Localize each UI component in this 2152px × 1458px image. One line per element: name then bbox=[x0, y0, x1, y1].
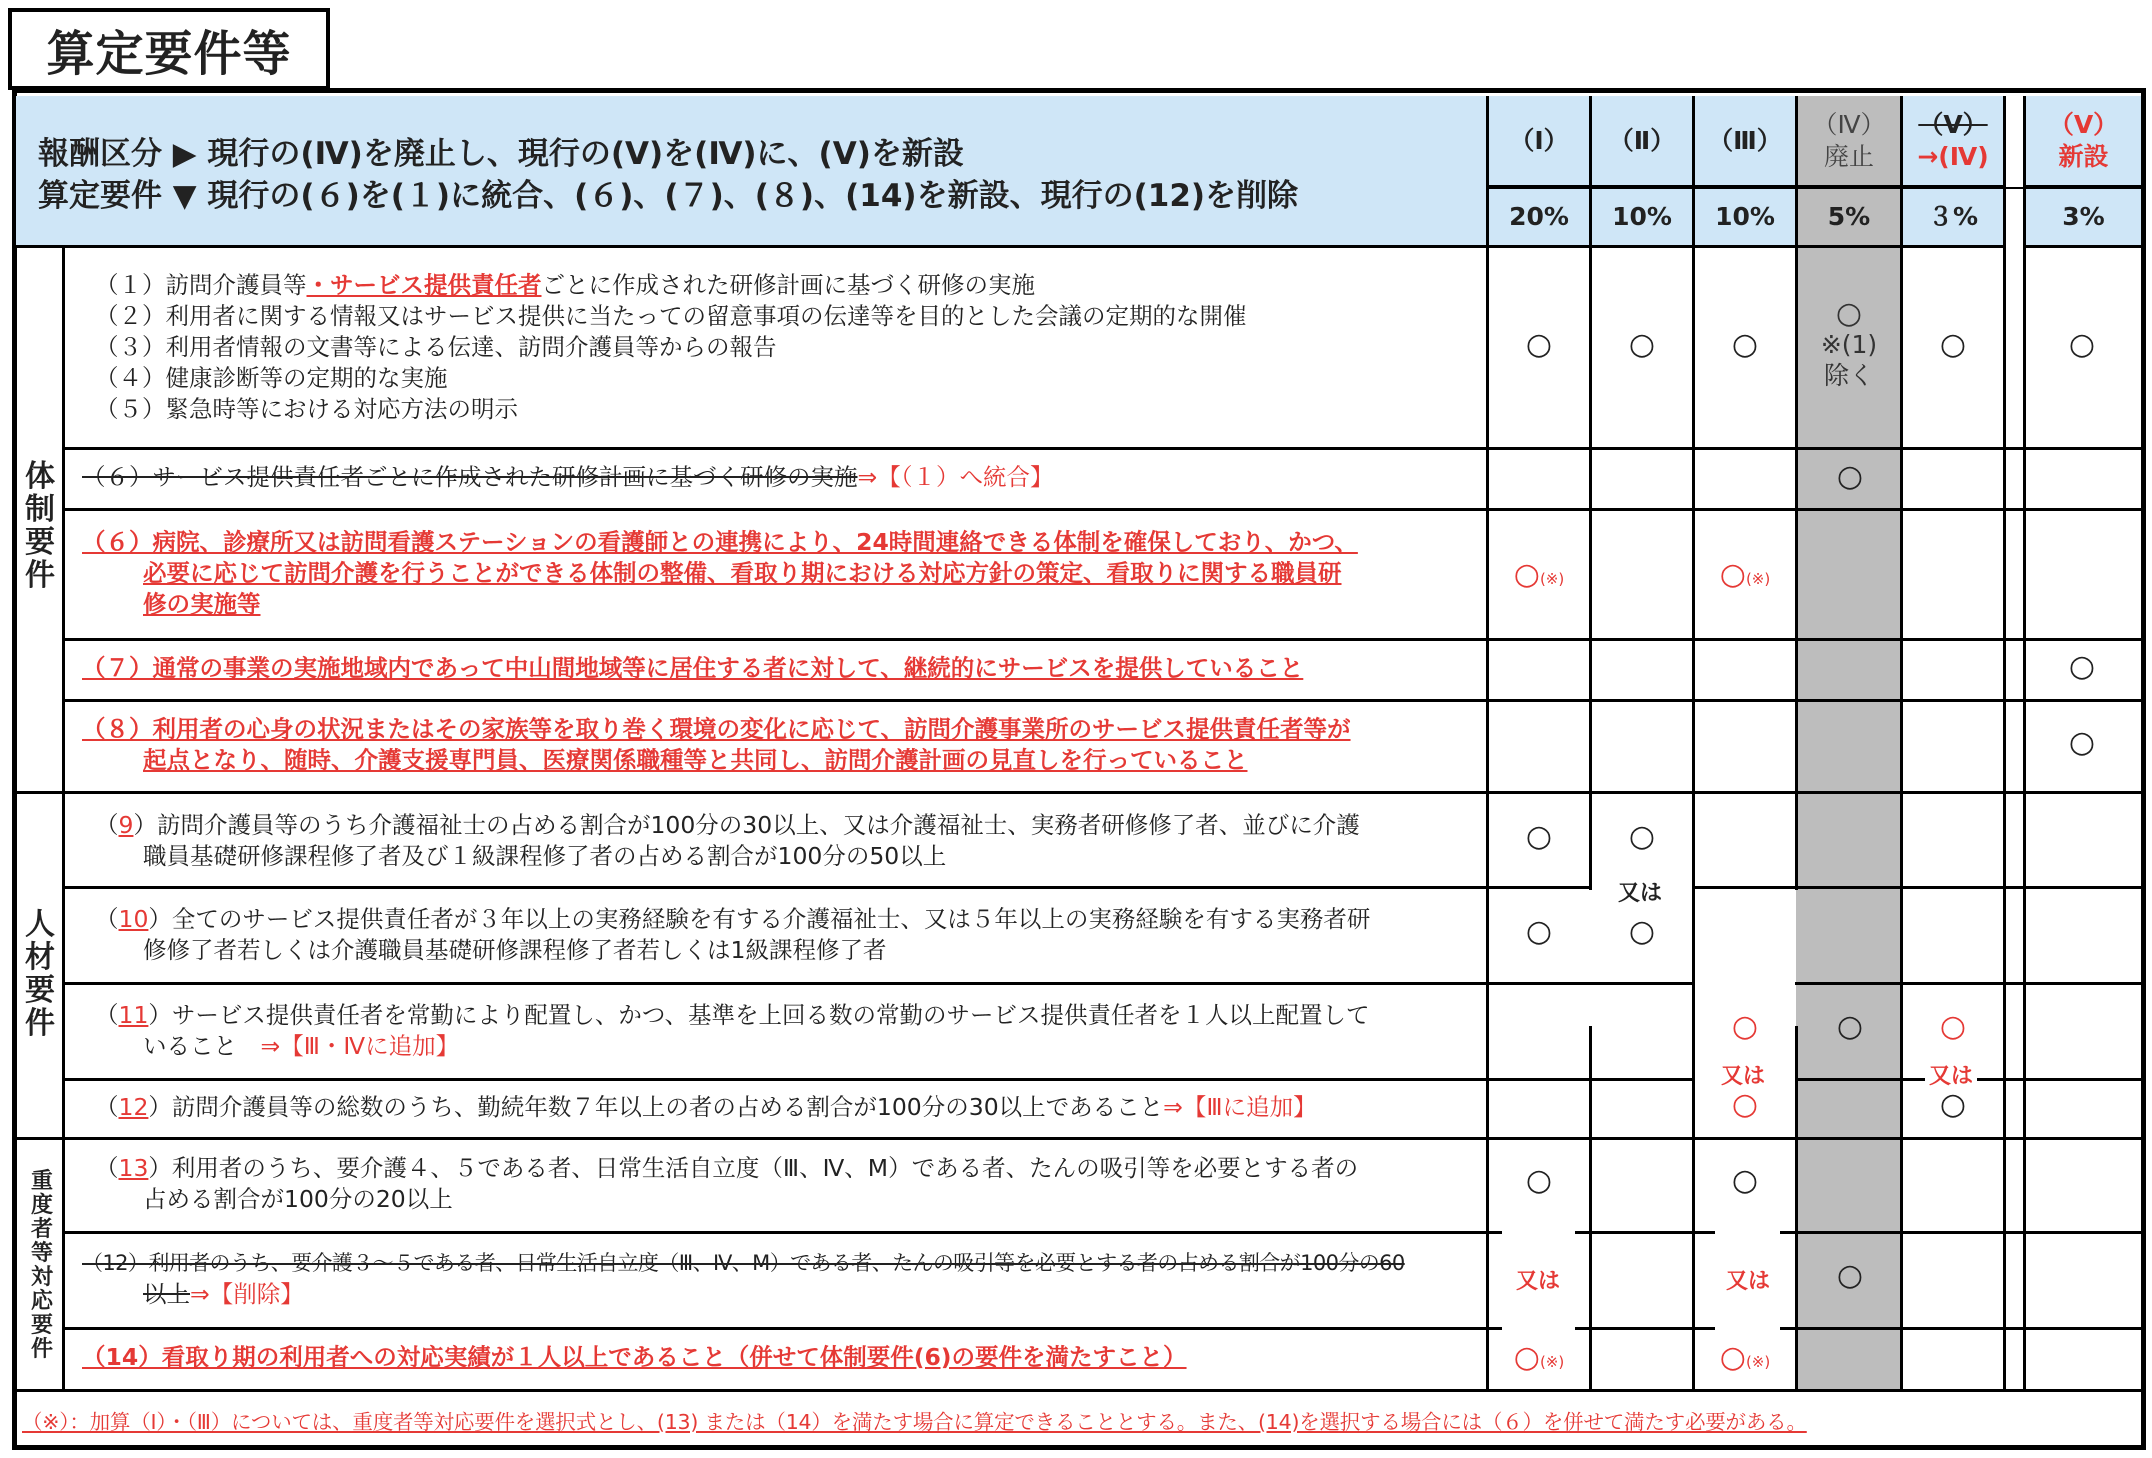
section-line bbox=[62, 248, 65, 1390]
col-header-6 bbox=[2026, 96, 2141, 188]
iv-except-note-2: 除く bbox=[1823, 361, 1874, 390]
mark-circle: ○ bbox=[1836, 1258, 1864, 1293]
header-line-2: 算定要件 ▼ 現行の(６)を(１)に統合、(６)、(７)、(８)、(14)を新設、現行の(12)を削除 bbox=[38, 178, 1299, 214]
req-12-old-l1: （12）利用者のうち、要介護３～５である者、日常生活自立度（Ⅲ、Ⅳ、M）である者、たんの吸引等を必要とする者の占める割合が100分の60 bbox=[82, 1251, 1405, 1275]
req-11-l1: （11）サービス提供責任者を常勤により配置し、かつ、基準を上回る数の常勤のサービス提供責任者を１人以上配置して bbox=[95, 1001, 1370, 1029]
mark-circle: ○ bbox=[2068, 649, 2096, 684]
req-10-l1: （10）全てのサービス提供責任者が３年以上の実務経験を有する介護福祉士、又は５年以上の実務経験を有する実務者研 bbox=[95, 905, 1371, 933]
mark-circle: ○ bbox=[2068, 725, 2096, 760]
mark-circle: ○ bbox=[1719, 1340, 1746, 1375]
table-header bbox=[16, 96, 1486, 248]
col-4-sub: 廃止 bbox=[1823, 141, 1874, 171]
mark-circle-note bbox=[1695, 1340, 1795, 1375]
col-1-percent: 20% bbox=[1489, 188, 1589, 248]
req-1-text-b: ・サービス提供責任者 bbox=[306, 271, 542, 299]
req-4: （４）健康診断等の定期的な実施 bbox=[95, 364, 448, 392]
col-3-label: （Ⅲ） bbox=[1708, 125, 1782, 155]
mark-circle: ○ bbox=[1628, 327, 1656, 362]
section-divider bbox=[16, 1137, 2141, 1140]
mark-circle: ○ bbox=[1628, 914, 1656, 949]
req-13-l1: （13）利用者のうち、要介護４、５である者、日常生活自立度（Ⅲ、Ⅳ、M）である者、たんの吸引等を必要とする者の bbox=[95, 1154, 1359, 1182]
req-9-l2: 職員基礎研修課程修了者及び１級課程修了者の占める割合が100分の50以上 bbox=[143, 842, 947, 870]
row-line bbox=[1780, 1231, 2141, 1234]
req-6-old-text: （６）サービス提供責任者ごとに作成された研修計画に基づく研修の実施 bbox=[82, 463, 858, 491]
row-line bbox=[1692, 886, 2141, 889]
req-1-text-c: ごとに作成された研修計画に基づく研修の実施 bbox=[541, 271, 1035, 299]
req-6-new-l2: 必要に応じて訪問介護を行うことができる体制の整備、看取り期における対応方針の策定、看取りに関する職員研 bbox=[143, 559, 1342, 587]
req-11-text-2: いること bbox=[143, 1032, 237, 1060]
mark-circle: ○ bbox=[1836, 459, 1864, 494]
req-7: （７）通常の事業の実施地域内であって中山間地域等に居住する者に対して、継続的にサービスを提供していること bbox=[82, 654, 1304, 682]
req-1 bbox=[95, 270, 1035, 301]
mark-circle-note bbox=[1489, 557, 1589, 592]
note-mark: (※) bbox=[1745, 570, 1771, 588]
req-12-old-text: 以上 bbox=[143, 1280, 190, 1308]
section-judo: 重 度 者 等 対 応 要 件 bbox=[30, 1169, 53, 1362]
req-6-old bbox=[82, 462, 1053, 493]
col-line bbox=[2023, 96, 2026, 1390]
req-12-text: ）訪問介護員等の総数のうち、勤続年数７年以上の者の占める割合が100分の30以上であること bbox=[148, 1093, 1164, 1121]
col-header-2 bbox=[1592, 96, 1692, 188]
col-line bbox=[1795, 96, 1798, 890]
col-header-3 bbox=[1695, 96, 1795, 188]
mark-circle: ○ bbox=[2068, 327, 2096, 362]
mark-circle-note bbox=[1695, 557, 1795, 592]
mark-iv-except bbox=[1798, 298, 1900, 391]
row-line bbox=[62, 982, 1692, 985]
req-9-l1: （9）訪問介護員等のうち介護福祉士の占める割合が100分の30以上、又は介護福祉士、実務者研修修了者、並びに介護 bbox=[95, 811, 1360, 839]
row-line bbox=[62, 886, 1589, 889]
req-13-text: ）利用者のうち、要介護４、５である者、日常生活自立度（Ⅲ、Ⅳ、M）である者、たんの吸引等を必要とする者の bbox=[148, 1154, 1359, 1182]
mark-circle: ○ bbox=[1513, 557, 1540, 592]
row-line bbox=[62, 1231, 1502, 1234]
mark-circle: ○ bbox=[1525, 327, 1553, 362]
note-mark: (※) bbox=[1539, 570, 1565, 588]
req-11-note: ⇒【Ⅲ・Ⅳに追加】 bbox=[260, 1032, 460, 1060]
req-12-old-l2 bbox=[143, 1279, 304, 1310]
mark-circle: ○ bbox=[1525, 1163, 1553, 1198]
row-line bbox=[62, 699, 2141, 702]
footnote: （※）：加算（Ⅰ）・（Ⅲ）については、重度者等対応要件を選択式とし、(13) または（14）を満たす場合に算定できることとする。また、(14)を選択する場合には（６）を併せて満たす必要がある。 bbox=[22, 1410, 1807, 1434]
req-9-text: ）訪問介護員等のうち介護福祉士の占める割合が100分の30以上、又は介護福祉士、実務者研修修了者、並びに介護 bbox=[133, 811, 1360, 839]
row-line bbox=[1795, 982, 2141, 985]
col-3-percent: 10% bbox=[1695, 188, 1795, 248]
note-mark: (※) bbox=[1539, 1353, 1565, 1371]
req-12-old-note: ⇒【削除】 bbox=[190, 1280, 304, 1308]
row-line bbox=[62, 638, 2141, 641]
req-10-l2: 修修了者若しくは介護職員基礎研修課程修了者若しくは1級課程修了者 bbox=[143, 936, 887, 964]
col-5-percent: ３% bbox=[1903, 188, 2003, 248]
req-11-text: ）サービス提供責任者を常勤により配置し、かつ、基準を上回る数の常勤のサービス提供責任者を１人以上配置して bbox=[148, 1001, 1370, 1029]
col-header-5 bbox=[1903, 96, 2003, 188]
req-6-old-note: ⇒【（１）へ統合】 bbox=[857, 463, 1054, 491]
col-line bbox=[1589, 96, 1592, 890]
col-6-sub: 新設 bbox=[2058, 141, 2109, 171]
col-5-sub: →(Ⅳ) bbox=[1917, 141, 1989, 171]
header-divider bbox=[1489, 187, 2141, 189]
row-line bbox=[1780, 1327, 2141, 1330]
column-iv-shade bbox=[1796, 248, 1900, 1390]
note-mark: (※) bbox=[1745, 1353, 1771, 1371]
col-2-percent: 10% bbox=[1592, 188, 1692, 248]
row-line bbox=[62, 447, 2141, 450]
or-label: 又は bbox=[1717, 1057, 1769, 1092]
mark-circle: ○ bbox=[1835, 296, 1863, 331]
req-12-note: ⇒【Ⅲに追加】 bbox=[1163, 1093, 1317, 1121]
req-6-new-l3: 修の実施等 bbox=[143, 590, 261, 618]
mark-circle: ○ bbox=[1939, 327, 1967, 362]
req-1-text-a: （１）訪問介護員等 bbox=[95, 271, 307, 299]
row-line bbox=[62, 508, 2141, 511]
or-label: 又は bbox=[1925, 1057, 1977, 1092]
or-label: 又は bbox=[1512, 1262, 1564, 1297]
table-bottom bbox=[16, 1389, 2141, 1392]
req-13-num: 13 bbox=[118, 1154, 149, 1182]
col-2-label: （Ⅱ） bbox=[1608, 125, 1676, 155]
req-2: （２）利用者に関する情報又はサービス提供に当たっての留意事項の伝達等を目的とした会議の定期的な開催 bbox=[95, 302, 1247, 330]
col-line bbox=[1900, 96, 1903, 1390]
req-3: （３）利用者情報の文書等による伝達、訪問介護員等からの報告 bbox=[95, 333, 777, 361]
req-11-l2 bbox=[143, 1031, 459, 1062]
req-12: （12）訪問介護員等の総数のうち、勤続年数７年以上の者の占める割合が100分の30以上であること⇒【Ⅲに追加】 bbox=[95, 1093, 1317, 1121]
col-line bbox=[2003, 96, 2006, 1390]
or-label: 又は bbox=[1614, 874, 1666, 909]
col-header-1 bbox=[1489, 96, 1589, 188]
section-jinzai: 人 材 要 件 bbox=[25, 907, 55, 1041]
req-11-num: 11 bbox=[118, 1001, 149, 1029]
col-4-label: （Ⅳ） bbox=[1812, 110, 1886, 140]
col-5-label: （Ⅴ） bbox=[1918, 110, 1988, 140]
col-line bbox=[2141, 96, 2144, 1390]
mark-circle: ○ bbox=[1731, 327, 1759, 362]
section-divider bbox=[16, 791, 2141, 794]
req-8-l2: 起点となり、随時、介護支援専門員、医療関係職種等と共同し、訪問介護計画の見直しを行っていること bbox=[143, 746, 1248, 774]
req-13-l2: 占める割合が100分の20以上 bbox=[143, 1185, 453, 1213]
col-header-4 bbox=[1798, 96, 1900, 188]
mark-circle: ○ bbox=[1731, 1163, 1759, 1198]
col-6-percent: 3% bbox=[2026, 188, 2141, 248]
mark-circle: ○ bbox=[1731, 1087, 1759, 1122]
col-6-label: （Ⅴ） bbox=[2048, 110, 2119, 140]
col-1-label: （Ⅰ） bbox=[1509, 125, 1569, 155]
col-4-percent: 5% bbox=[1798, 188, 1900, 248]
req-6-new-l1: （６）病院、診療所又は訪問看護ステーションの看護師との連携により、24時間連絡できる体制を確保しており、かつ、 bbox=[82, 528, 1358, 556]
header-line-1: 報酬区分 ▶ 現行の(Ⅳ)を廃止し、現行の(Ⅴ)を(Ⅳ)に、(Ⅴ)を新設 bbox=[38, 136, 964, 172]
row-line bbox=[1575, 1231, 1715, 1234]
mark-circle: ○ bbox=[1731, 1009, 1759, 1044]
mark-circle: ○ bbox=[1525, 819, 1553, 854]
req-10-num: 10 bbox=[118, 905, 149, 933]
mark-circle-note bbox=[1489, 1340, 1589, 1375]
req-9-num: 9 bbox=[118, 811, 134, 839]
mark-circle: ○ bbox=[1836, 1009, 1864, 1044]
mark-circle: ○ bbox=[1719, 557, 1746, 592]
row-line bbox=[62, 1327, 1502, 1330]
req-10-text: ）全てのサービス提供責任者が３年以上の実務経験を有する介護福祉士、又は５年以上の実務経験を有する実務者研 bbox=[148, 905, 1371, 933]
iv-except-note: ※(1) bbox=[1820, 330, 1878, 359]
mark-circle: ○ bbox=[1939, 1087, 1967, 1122]
req-14: （14）看取り期の利用者への対応実績が１人以上であること（併せて体制要件(6)の要件を満たすこと） bbox=[82, 1343, 1187, 1371]
mark-circle: ○ bbox=[1939, 1009, 1967, 1044]
row-line bbox=[1575, 1327, 1715, 1330]
mark-circle: ○ bbox=[1628, 819, 1656, 854]
mark-circle: ○ bbox=[1513, 1340, 1540, 1375]
section-taisei: 体 制 要 件 bbox=[25, 459, 55, 593]
req-12-num: 12 bbox=[118, 1093, 149, 1121]
mark-circle: ○ bbox=[1525, 914, 1553, 949]
req-8-l1: （８）利用者の心身の状況またはその家族等を取り巻く環境の変化に応じて、訪問介護事業所のサービス提供責任者等が bbox=[82, 715, 1351, 743]
req-5: （５）緊急時等における対応方法の明示 bbox=[95, 395, 518, 423]
page-title: 算定要件等 bbox=[8, 8, 330, 90]
row-line bbox=[62, 1078, 1692, 1081]
or-label: 又は bbox=[1722, 1262, 1774, 1297]
